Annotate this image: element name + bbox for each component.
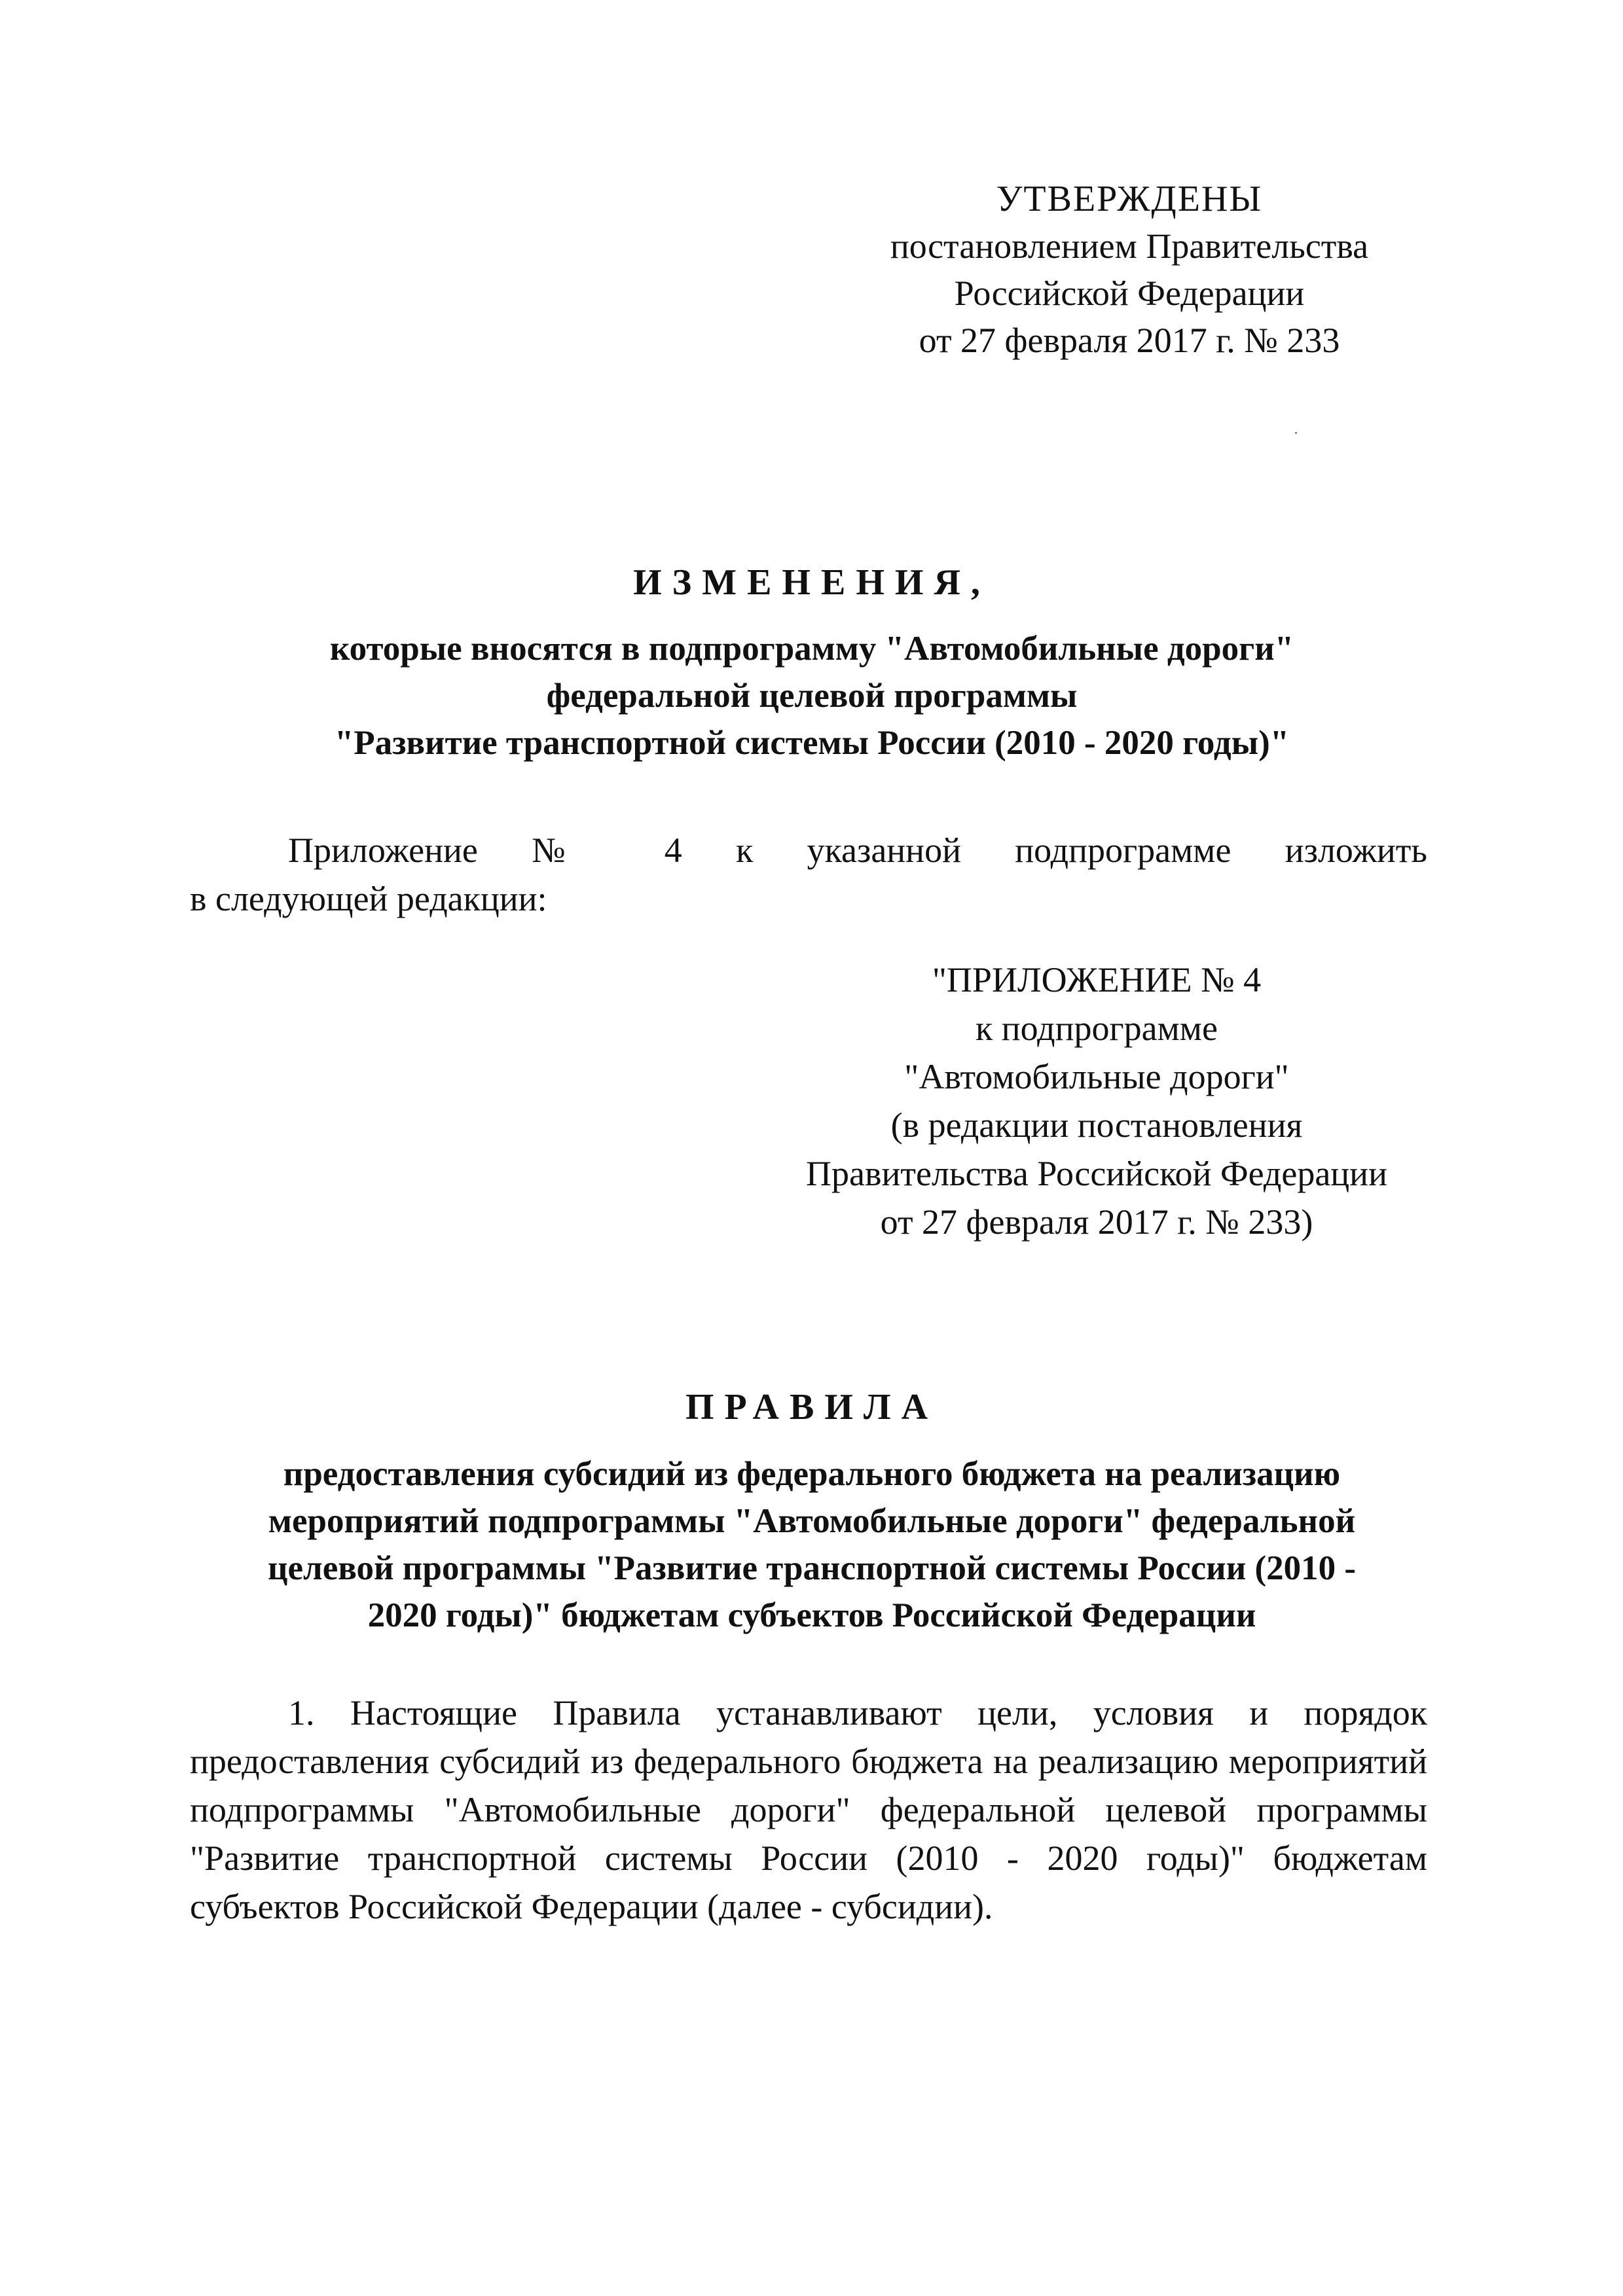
rules-subtitle bbox=[190, 1450, 1434, 1639]
appendix-line: "ПРИЛОЖЕНИЕ № 4 bbox=[932, 960, 1262, 999]
rules-title: ПРАВИЛА bbox=[685, 1387, 939, 1427]
appendix-line: Правительства Российской Федерации bbox=[806, 1154, 1387, 1193]
rules-subtitle-line: целевой программы "Развитие транспортной системы России (2010 - bbox=[267, 1549, 1357, 1587]
approval-line: постановлением Правительства bbox=[890, 226, 1369, 266]
appendix-line: к подпрограмме bbox=[976, 1009, 1218, 1048]
instruction-line: в следующей редакции: bbox=[190, 879, 547, 918]
appendix-line: (в редакции постановления bbox=[890, 1105, 1303, 1145]
approval-line: Российской Федерации bbox=[954, 274, 1305, 313]
rules-paragraph-1: 1. Настоящие Правила устанавливают цели, условия и порядок предоставления субсидий из федерального бюджета на реализацию мероприятий подпрограммы "Автомобильные дороги" федеральной целевой программы "Развитие транспортной системы России (2010 - 2020 годы)" бюджетам субъектов Российской Федерации (далее - субсидии). bbox=[190, 1693, 1427, 1926]
instruction-paragraph bbox=[190, 826, 1427, 923]
scan-speck bbox=[1295, 432, 1297, 434]
instruction-line: Приложение № 4 к указанной подпрограмме изложить bbox=[288, 831, 1427, 870]
rules-subtitle-line: предоставления субсидий из федерального бюджета на реализацию bbox=[283, 1455, 1341, 1493]
changes-subtitle-line: которые вносятся в подпрограмму "Автомобильные дороги" bbox=[329, 630, 1294, 668]
changes-subtitle-line: федеральной целевой программы bbox=[546, 677, 1078, 715]
changes-title: ИЗМЕНЕНИЯ, bbox=[633, 562, 991, 603]
approval-stamp bbox=[818, 175, 1440, 364]
rules-subtitle-line: мероприятий подпрограммы "Автомобильные дороги" федеральной bbox=[268, 1502, 1356, 1540]
changes-subtitle bbox=[190, 625, 1434, 766]
appendix-line: "Автомобильные дороги" bbox=[904, 1057, 1289, 1096]
approval-date-number: от 27 февраля 2017 г. № 233 bbox=[919, 321, 1340, 360]
approval-title: УТВЕРЖДЕНЫ bbox=[996, 179, 1263, 219]
rules-subtitle-line: 2020 годы)" бюджетам субъектов Российской Федерации bbox=[367, 1596, 1256, 1634]
appendix-header bbox=[753, 956, 1440, 1246]
appendix-line: от 27 февраля 2017 г. № 233) bbox=[880, 1202, 1313, 1242]
changes-subtitle-line: "Развитие транспортной системы России (2010 - 2020 годы)" bbox=[334, 724, 1290, 762]
